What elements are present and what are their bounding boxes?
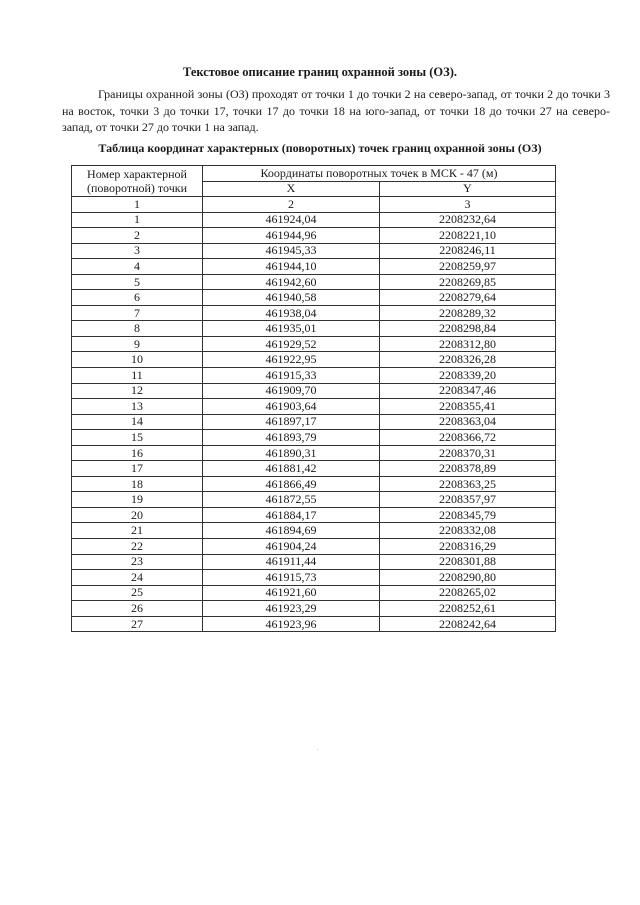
point-number-cell: 8	[72, 321, 203, 337]
table-row	[72, 274, 556, 290]
x-coordinate-cell: 461923,96	[203, 616, 380, 632]
table-row	[72, 368, 556, 384]
x-coordinate-cell: 461884,17	[203, 507, 380, 523]
y-coordinate-cell: 2208378,89	[380, 461, 556, 477]
point-number-cell: 1	[72, 212, 203, 228]
y-coordinate-cell: 2208221,10	[380, 228, 556, 244]
point-number-cell: 20	[72, 507, 203, 523]
y-coordinate-cell: 2208370,31	[380, 445, 556, 461]
point-number-cell: 14	[72, 414, 203, 430]
x-coordinate-cell: 461909,70	[203, 383, 380, 399]
table-row	[72, 430, 556, 446]
point-number-cell: 27	[72, 616, 203, 632]
table-row	[72, 212, 556, 228]
x-coordinate-cell: 461944,96	[203, 228, 380, 244]
y-coordinate-cell: 2208312,80	[380, 336, 556, 352]
x-coordinate-cell: 461881,42	[203, 461, 380, 477]
x-coordinate-cell: 461890,31	[203, 445, 380, 461]
y-column-header: Y	[380, 181, 556, 197]
table-row	[72, 352, 556, 368]
column-number: 1	[72, 197, 203, 213]
y-coordinate-cell: 2208289,32	[380, 305, 556, 321]
point-number-cell: 2	[72, 228, 203, 244]
table-row	[72, 492, 556, 508]
table-row	[72, 476, 556, 492]
table-row	[72, 414, 556, 430]
y-coordinate-cell: 2208339,20	[380, 368, 556, 384]
point-number-header: Номер характерной (поворотной) точки	[72, 166, 203, 197]
document-title: Текстовое описание границ охранной зоны (ОЗ).	[182, 65, 458, 79]
x-coordinate-cell: 461897,17	[203, 414, 380, 430]
point-number-cell: 17	[72, 461, 203, 477]
x-coordinate-cell: 461903,64	[203, 399, 380, 415]
x-coordinate-cell: 461938,04	[203, 305, 380, 321]
table-row	[72, 399, 556, 415]
y-coordinate-cell: 2208290,80	[380, 570, 556, 586]
table-title: Таблица координат характерных (поворотных) точек границ охранной зоны (ОЗ)	[98, 141, 542, 155]
x-coordinate-cell: 461929,52	[203, 336, 380, 352]
point-number-cell: 4	[72, 259, 203, 275]
y-coordinate-cell: 2208366,72	[380, 430, 556, 446]
y-coordinate-cell: 2208298,84	[380, 321, 556, 337]
x-coordinate-cell: 461940,58	[203, 290, 380, 306]
y-coordinate-cell: 2208363,25	[380, 476, 556, 492]
y-coordinate-cell: 2208301,88	[380, 554, 556, 570]
y-coordinate-cell: 2208252,61	[380, 601, 556, 617]
y-coordinate-cell: 2208326,28	[380, 352, 556, 368]
x-coordinate-cell: 461915,73	[203, 570, 380, 586]
coordinates-table	[71, 165, 556, 632]
table-row	[72, 228, 556, 244]
y-coordinate-cell: 2208357,97	[380, 492, 556, 508]
y-coordinate-cell: 2208269,85	[380, 274, 556, 290]
coordinates-table-body	[72, 212, 556, 632]
x-coordinate-cell: 461924,04	[203, 212, 380, 228]
point-number-cell: 16	[72, 445, 203, 461]
x-coordinate-cell: 461944,10	[203, 259, 380, 275]
table-row	[72, 321, 556, 337]
x-coordinate-cell: 461923,29	[203, 601, 380, 617]
table-row	[72, 601, 556, 617]
point-number-cell: 25	[72, 585, 203, 601]
y-coordinate-cell: 2208363,04	[380, 414, 556, 430]
point-number-cell: 26	[72, 601, 203, 617]
table-row	[72, 616, 556, 632]
scan-speck	[317, 749, 318, 750]
x-coordinate-cell: 461872,55	[203, 492, 380, 508]
x-coordinate-cell: 461945,33	[203, 243, 380, 259]
x-coordinate-cell: 461935,01	[203, 321, 380, 337]
column-number: 2	[203, 197, 380, 213]
point-number-cell: 5	[72, 274, 203, 290]
column-number: 3	[380, 197, 556, 213]
y-coordinate-cell: 2208345,79	[380, 507, 556, 523]
table-row	[72, 336, 556, 352]
point-number-cell: 24	[72, 570, 203, 586]
column-numbering-row	[72, 197, 556, 213]
x-coordinate-cell: 461911,44	[203, 554, 380, 570]
point-number-cell: 11	[72, 368, 203, 384]
y-coordinate-cell: 2208246,11	[380, 243, 556, 259]
y-coordinate-cell: 2208347,46	[380, 383, 556, 399]
x-coordinate-cell: 461894,69	[203, 523, 380, 539]
y-coordinate-cell: 2208232,64	[380, 212, 556, 228]
x-coordinate-cell: 461866,49	[203, 476, 380, 492]
point-number-cell: 7	[72, 305, 203, 321]
y-coordinate-cell: 2208259,97	[380, 259, 556, 275]
table-row	[72, 570, 556, 586]
x-column-header: X	[203, 181, 380, 197]
x-coordinate-cell: 461915,33	[203, 368, 380, 384]
y-coordinate-cell: 2208242,64	[380, 616, 556, 632]
x-coordinate-cell: 461921,60	[203, 585, 380, 601]
y-coordinate-cell: 2208316,29	[380, 539, 556, 555]
table-row	[72, 585, 556, 601]
y-coordinate-cell: 2208355,41	[380, 399, 556, 415]
point-number-cell: 3	[72, 243, 203, 259]
table-row	[72, 259, 556, 275]
coordinates-group-header: Координаты поворотных точек в МСК - 47 (м)	[203, 166, 556, 182]
x-coordinate-cell: 461904,24	[203, 539, 380, 555]
point-number-cell: 12	[72, 383, 203, 399]
point-number-cell: 15	[72, 430, 203, 446]
table-row	[72, 383, 556, 399]
point-number-cell: 23	[72, 554, 203, 570]
table-row	[72, 539, 556, 555]
table-row	[72, 523, 556, 539]
point-number-cell: 9	[72, 336, 203, 352]
table-row	[72, 461, 556, 477]
x-coordinate-cell: 461893,79	[203, 430, 380, 446]
point-number-cell: 22	[72, 539, 203, 555]
table-row	[72, 507, 556, 523]
table-row	[72, 290, 556, 306]
point-number-cell: 10	[72, 352, 203, 368]
point-number-cell: 21	[72, 523, 203, 539]
y-coordinate-cell: 2208279,64	[380, 290, 556, 306]
table-row	[72, 243, 556, 259]
boundary-description: Границы охранной зоны (ОЗ) проходят от точки 1 до точки 2 на северо-запад, от точки 2 до точки 3 на восток, точки 3 до точки 17, точки 17 до точки 18 на юго-запад, от точки 18 до точки 27 на северо-запад, от точки 27 до точки 1 на запад.	[62, 87, 610, 134]
point-number-cell: 13	[72, 399, 203, 415]
point-number-cell: 6	[72, 290, 203, 306]
x-coordinate-cell: 461942,60	[203, 274, 380, 290]
point-number-cell: 18	[72, 476, 203, 492]
table-row	[72, 445, 556, 461]
y-coordinate-cell: 2208332,08	[380, 523, 556, 539]
y-coordinate-cell: 2208265,02	[380, 585, 556, 601]
table-row	[72, 305, 556, 321]
x-coordinate-cell: 461922,95	[203, 352, 380, 368]
point-number-cell: 19	[72, 492, 203, 508]
table-row	[72, 554, 556, 570]
